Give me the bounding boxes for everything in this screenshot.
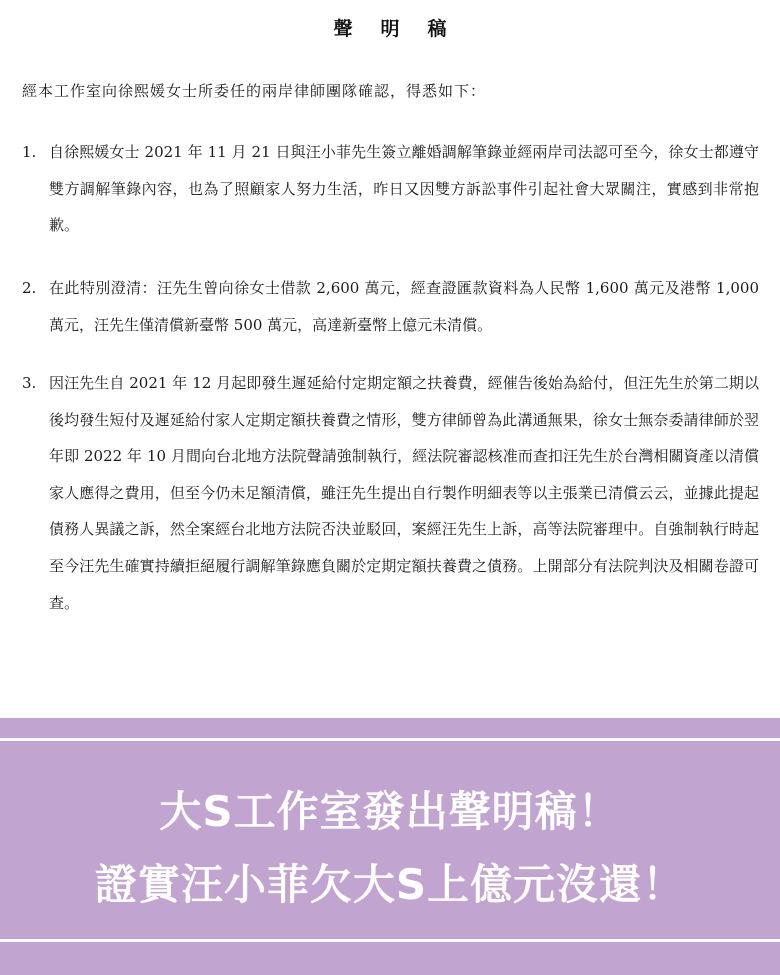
item-number: 2.: [22, 279, 37, 297]
banner-headline-line1: 大S工作室發出聲明稿！: [159, 787, 621, 836]
item-number: 3.: [22, 374, 37, 392]
document-intro: 經本工作室向徐熙媛女士所委任的兩岸律師團隊確認，得悉如下：: [22, 82, 487, 100]
item-text: 自徐熙媛女士 2021 年 11 月 21 日與汪小菲先生簽立離婚調解筆錄並經兩岸司法認可至今，徐女士都遵守雙方調解筆錄內容，也為了照顧家人努力生活，昨日又因雙方訴訟事件引起社會大眾關注，實感到非常抱歉。: [49, 143, 759, 235]
item-text: 因汪先生自 2021 年 12 月起即發生遲延給付定期定額之扶養費，經催告後始為給付，但汪先生於第二期以後均發生短付及遲延給付家人定期定額扶養費之情形，雙方律師曾為此溝通無果，徐女士無奈委請律師於翌年即 2022 年 10 月間向台北地方法院聲請強制執行，經法院審認核准而查扣汪先生於台灣相關資產以清償家人應得之費用，但至今仍未足額清償，雖汪先生提出自行製作明細表等以主張業已清償云云，並據此提起債務人異議之訴，然全案經台北地方法院否決並駁回，案經汪先生上訴，高等法院審理中。自強制執行時起至今汪先生確實持續拒絕履行調解筆錄應負關於定期定額扶養費之債務。上開部分有法院判決及相關卷證可查。: [49, 374, 759, 612]
item-text: 在此特別澄清：汪先生曾向徐女士借款 2,600 萬元，經查證匯款資料為人民幣 1,600 萬元及港幣 1,000 萬元，汪先生僅清償新臺幣 500 萬元，高達新臺幣上億元未清償。: [49, 279, 759, 334]
item-number: 1.: [22, 143, 37, 161]
banner-divider-top: [0, 738, 780, 741]
banner-divider-bottom: [0, 939, 780, 942]
headline-banner: [0, 718, 780, 975]
document-title: 聲明稿: [333, 18, 475, 40]
banner-headline-line2: 證實汪小菲欠大S上億元沒還！: [94, 860, 686, 909]
